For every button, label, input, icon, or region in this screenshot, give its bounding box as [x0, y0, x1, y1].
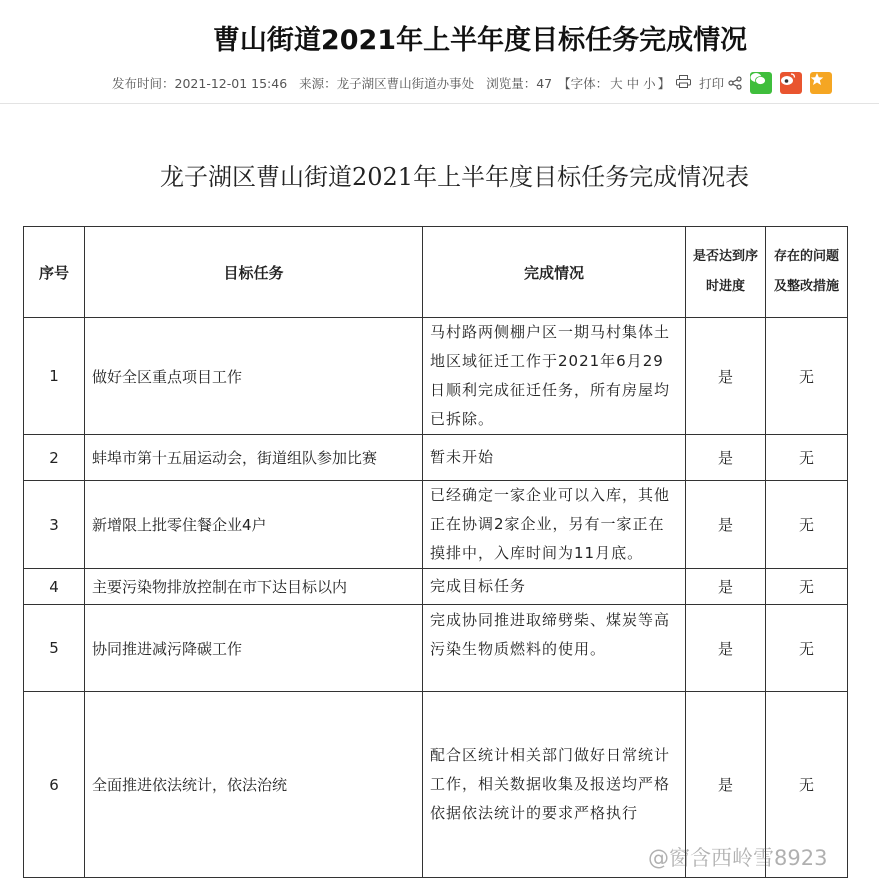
header-problems: 存在的问题及整改措施	[766, 227, 848, 318]
font-size-label: 【字体：	[558, 76, 609, 91]
row-problems: 无	[766, 692, 848, 878]
qzone-share-icon[interactable]	[810, 72, 832, 94]
row-completion: 已经确定一家企业可以入库，其他正在协调2家企业，另有一家正在摸排中，入库时间为11月底。	[423, 481, 686, 569]
table-row	[24, 481, 848, 569]
publish-label: 发布时间：	[112, 76, 175, 91]
row-completion: 马村路两侧棚户区一期马村集体土地区域征迁工作于2021年6月29日顺利完成征迁任务，所有房屋均已拆除。	[423, 318, 686, 435]
source-label: 来源：	[299, 76, 337, 91]
row-on-schedule: 是	[686, 318, 766, 435]
print-button[interactable]	[676, 74, 724, 92]
task-table	[23, 226, 848, 878]
table-row	[24, 318, 848, 435]
font-large-link[interactable]: 大	[610, 76, 623, 91]
row-num: 5	[24, 605, 85, 692]
print-label: 打印	[699, 76, 725, 91]
row-completion: 完成协同推进取缔劈柴、煤炭等高污染生物质燃料的使用。	[423, 605, 686, 692]
page-title: 曹山街道2021年上半年度目标任务完成情况	[212, 25, 748, 56]
row-on-schedule: 是	[686, 481, 766, 569]
weibo-share-icon[interactable]	[780, 72, 802, 94]
font-small-link[interactable]: 小	[643, 76, 656, 91]
header-num: 序号	[24, 227, 85, 318]
font-size-close: 】	[657, 76, 671, 91]
row-num: 1	[24, 318, 85, 435]
row-completion: 配合区统计相关部门做好日常统计工作，相关数据收集及报送均严格依据依法统计的要求严格执行	[423, 692, 686, 878]
publish-time: 2021-12-01 15:46	[174, 75, 288, 91]
row-num: 6	[24, 692, 85, 878]
header-task: 目标任务	[85, 227, 423, 318]
row-task: 做好全区重点项目工作	[85, 318, 423, 435]
row-num: 2	[24, 435, 85, 481]
row-completion: 完成目标任务	[423, 569, 686, 605]
article-meta	[112, 72, 832, 94]
table-row	[24, 569, 848, 605]
views-label: 浏览量：	[486, 76, 537, 91]
row-problems: 无	[766, 318, 848, 435]
row-task: 协同推进减污降碳工作	[85, 605, 423, 692]
row-completion: 暂未开始	[423, 435, 686, 481]
header-divider	[0, 103, 879, 104]
row-on-schedule: 是	[686, 605, 766, 692]
row-task: 全面推进依法统计，依法治统	[85, 692, 423, 878]
table-row	[24, 605, 848, 692]
row-on-schedule: 是	[686, 569, 766, 605]
row-problems: 无	[766, 605, 848, 692]
row-problems: 无	[766, 569, 848, 605]
printer-icon	[676, 75, 691, 88]
row-task: 蚌埠市第十五届运动会，街道组队参加比赛	[85, 435, 423, 481]
row-on-schedule: 是	[686, 435, 766, 481]
table-title: 龙子湖区曹山街道2021年上半年度目标任务完成情况表	[160, 163, 750, 191]
font-medium-link[interactable]: 中	[626, 76, 640, 91]
table-row	[24, 435, 848, 481]
row-on-schedule: 是	[686, 692, 766, 878]
row-task: 新增限上批零住餐企业4户	[85, 481, 423, 569]
row-problems: 无	[766, 435, 848, 481]
source-text: 龙子湖区曹山街道办事处	[336, 76, 475, 91]
watermark: @窗含西岭雪8923	[648, 846, 828, 870]
header-on-schedule: 是否达到序时进度	[686, 227, 766, 318]
header-completion: 完成情况	[423, 227, 686, 318]
row-num: 4	[24, 569, 85, 605]
row-task: 主要污染物排放控制在市下达目标以内	[85, 569, 423, 605]
row-problems: 无	[766, 481, 848, 569]
row-num: 3	[24, 481, 85, 569]
table-header-row	[24, 227, 848, 318]
wechat-share-icon[interactable]	[750, 72, 772, 94]
share-icon[interactable]	[728, 76, 742, 90]
views-count: 47	[536, 75, 553, 91]
